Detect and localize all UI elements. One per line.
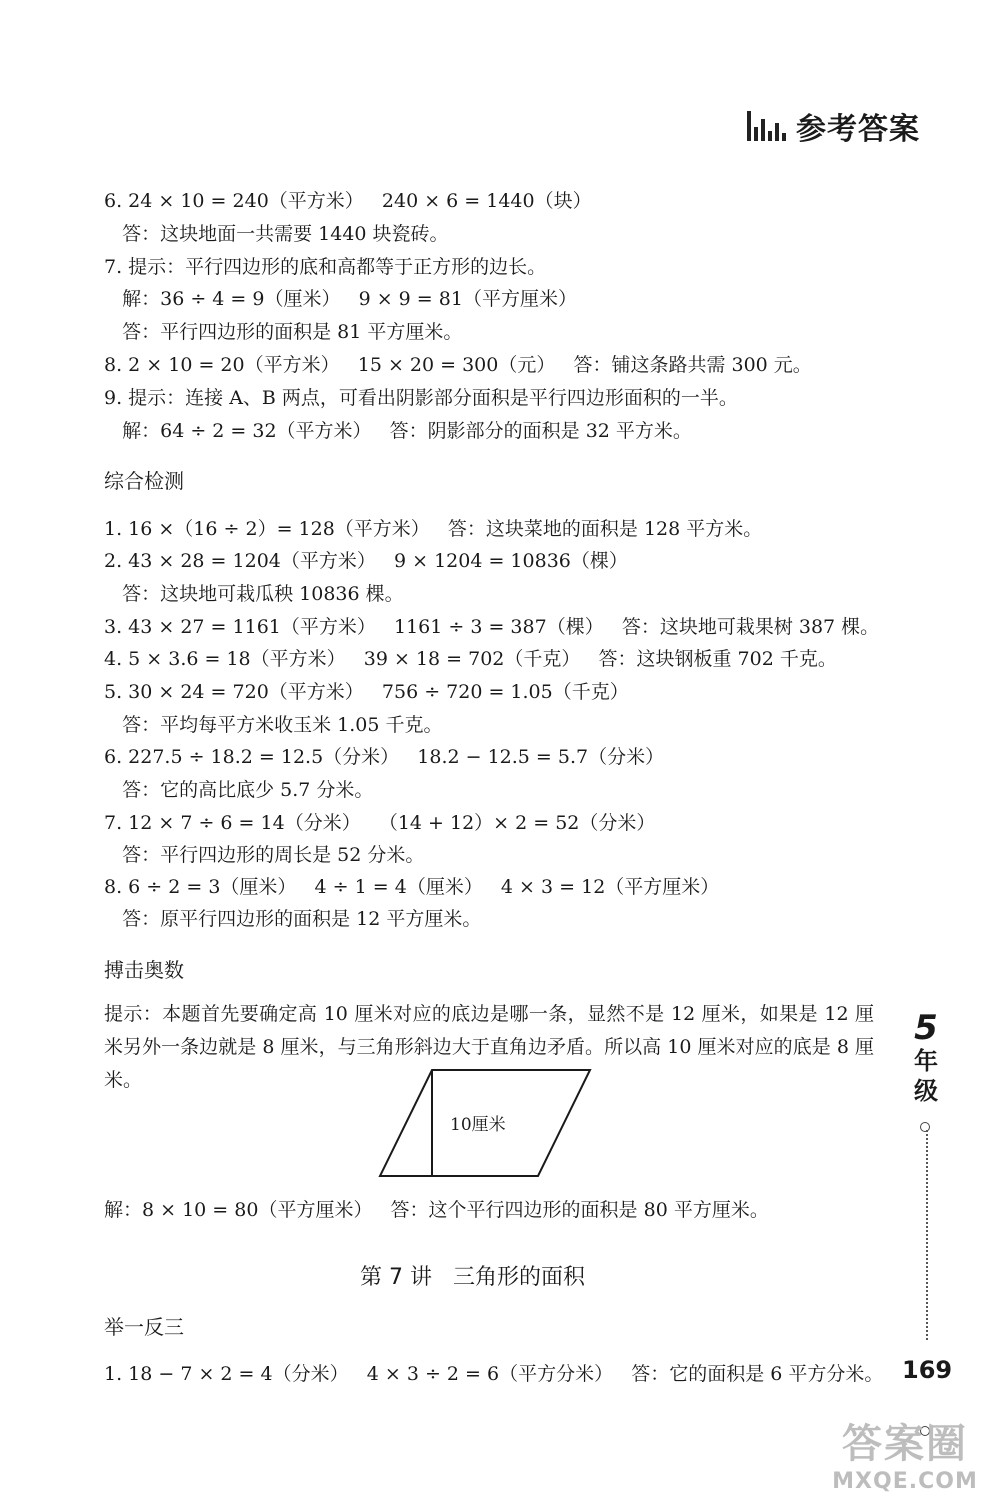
grade-word: 年 xyxy=(914,1047,938,1075)
answer-line: 4. 5 × 3.6 = 18（平方米） 39 × 18 = 702（千克） 答：这块钢板重 702 千克。 xyxy=(104,648,837,670)
grade-label xyxy=(906,1010,946,1106)
answer-line: 答：平均每平方米收玉米 1.05 千克。 xyxy=(104,714,443,736)
answer-line: 8. 2 × 10 = 20（平方米） 15 × 20 = 300（元） 答：铺这条路共需 300 元。 xyxy=(104,354,812,376)
answer-line: 5. 30 × 24 = 720（平方米） 756 ÷ 720 = 1.05（千克） xyxy=(104,681,629,703)
section-title: 搏击奥数 xyxy=(104,958,184,982)
answer-line: 答：平行四边形的周长是 52 分米。 xyxy=(104,844,425,866)
header-title: 参考答案 xyxy=(796,112,920,147)
height-label: 10厘米 xyxy=(450,1115,506,1135)
dotted-divider xyxy=(926,1130,928,1340)
answer-line: 答：原平行四边形的面积是 12 平方厘米。 xyxy=(104,908,482,930)
answer-line: 答：这块地面一共需要 1440 块瓷砖。 xyxy=(104,223,449,245)
page-number: 169 xyxy=(902,1356,953,1384)
hint-paragraph: 提示：本题首先要确定高 10 厘米对应的底边是哪一条，显然不是 12 厘米，如果是 12 厘米另外一条边就是 8 厘米，与三角形斜边大于直角边矛盾。所以高 10 厘米对应的底是 8 厘米。 xyxy=(104,1003,874,1091)
answer-line: 答：这块地可栽瓜秧 10836 棵。 xyxy=(104,583,404,605)
answer-line: 解：36 ÷ 4 = 9（厘米） 9 × 9 = 81（平方厘米） xyxy=(104,288,577,310)
watermark xyxy=(820,1412,990,1507)
bar-chart-icon xyxy=(747,111,786,141)
answer-line: 6. 227.5 ÷ 18.2 = 12.5（分米） 18.2 − 12.5 = 5.7（分米） xyxy=(104,746,665,768)
section-title: 综合检测 xyxy=(104,469,184,493)
answer-line: 8. 6 ÷ 2 = 3（厘米） 4 ÷ 1 = 4（厘米） 4 × 3 = 12（平方厘米） xyxy=(104,876,720,898)
answer-line: 6. 24 × 10 = 240（平方米） 240 × 6 = 1440（块） xyxy=(104,190,592,212)
section-title: 举一反三 xyxy=(104,1315,184,1339)
answer-line: 1. 18 − 7 × 2 = 4（分米） 4 × 3 ÷ 2 = 6（平方分米） 答：它的面积是 6 平方分米。 xyxy=(104,1363,884,1385)
answer-line: 3. 43 × 27 = 1161（平方米） 1161 ÷ 3 = 387（棵） 答：这块地可栽果树 387 棵。 xyxy=(104,616,880,638)
answer-line: 7. 提示：平行四边形的底和高都等于正方形的边长。 xyxy=(104,256,547,278)
answer-line: 答：平行四边形的面积是 81 平方厘米。 xyxy=(104,321,463,343)
answer-line: 7. 12 × 7 ÷ 6 = 14（分米） （14 + 12）× 2 = 52（分米） xyxy=(104,812,656,834)
solution-line: 解：8 × 10 = 80（平方厘米） 答：这个平行四边形的面积是 80 平方厘米。 xyxy=(104,1199,769,1221)
answer-line: 9. 提示：连接 A、B 两点，可看出阴影部分面积是平行四边形面积的一半。 xyxy=(104,387,738,409)
answer-line: 解：64 ÷ 2 = 32（平方米） 答：阴影部分的面积是 32 平方米。 xyxy=(104,420,692,442)
watermark-en: MXQE.COM xyxy=(832,1469,978,1494)
answer-line: 2. 43 × 28 = 1204（平方米） 9 × 1204 = 10836（棵） xyxy=(104,550,628,572)
answer-line: 答：它的高比底少 5.7 分米。 xyxy=(104,779,374,801)
page-header xyxy=(747,104,920,148)
grade-number: 5 xyxy=(914,1008,938,1048)
parallelogram-diagram xyxy=(378,1068,594,1180)
circle-icon xyxy=(920,1122,930,1132)
lecture-title: 第 7 讲 三角形的面积 xyxy=(360,1265,585,1290)
watermark-cn: 答案圈 xyxy=(842,1421,968,1467)
answer-line: 1. 16 ×（16 ÷ 2）= 128（平方米） 答：这块菜地的面积是 128 平方米。 xyxy=(104,518,763,540)
grade-word: 级 xyxy=(914,1077,938,1105)
